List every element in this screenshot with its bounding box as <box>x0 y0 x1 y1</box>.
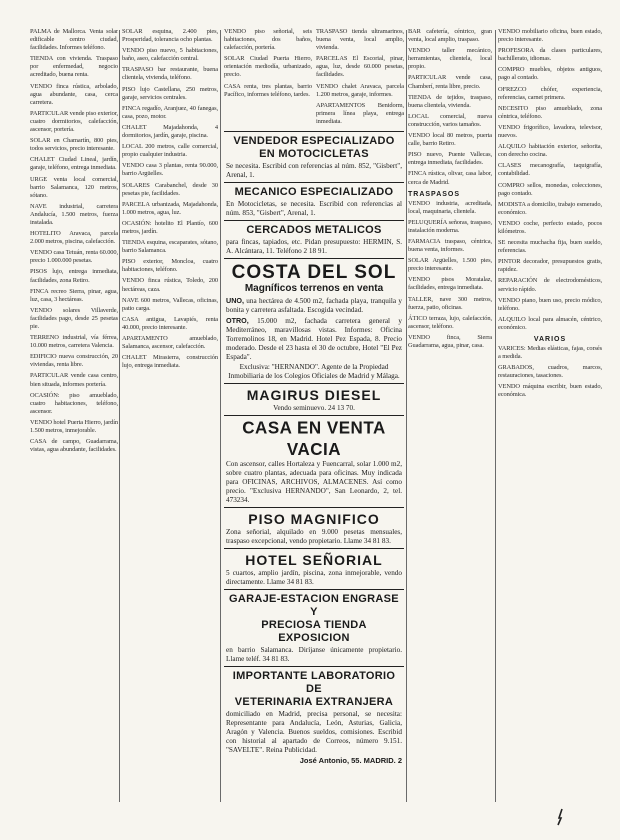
classified-item: ÁTICO terraza, lujo, calefacción, ascensor, teléfono. <box>408 314 492 330</box>
classified-item: APARTAMENTO amueblado, Salamanca, ascensor, calefacción. <box>122 335 218 351</box>
classified-item: VENDO chalet Aravaca, parcela 1.200 metros, garaje, informes. <box>316 82 404 98</box>
ad-footer: Exclusiva: "HERNANDO". Agente de la Propiedad Inmobiliaria de los Colegios Oficiales de Madrid y Málaga. <box>228 363 400 381</box>
classified-item: REPARACIÓN de electrodomésticos, servicio rápido. <box>498 277 602 293</box>
classified-item: PALMA de Mallorca. Venta solar edificable centro ciudad, facilidades. Informes teléfono. <box>30 28 118 52</box>
classified-item: PINTOR decorador, presupuestos gratis, rapidez. <box>498 258 602 274</box>
classified-item: FINCA recreo Sierra, pinar, agua, luz, casa, 3 hectáreas. <box>30 287 118 303</box>
classified-column-4 <box>408 28 492 806</box>
ad-garage-station <box>224 589 404 666</box>
section-heading: VARIOS <box>533 336 567 343</box>
classified-item: ALQUILO local para almacén, céntrico, económico. <box>498 315 602 331</box>
classified-item: APARTAMENTOS Benidorm, primera línea playa, entrega inmediata. <box>316 101 404 125</box>
classified-item: NAVE 600 metros, Vallecas, oficinas, patio carga. <box>122 296 218 312</box>
classified-item: CASA renta, tres plantas, barrio Pacífico, informes teléfono, tardes. <box>224 82 312 98</box>
classified-item: PARCELAS El Escorial, pinar, agua, luz, desde 60.000 pesetas, facilidades. <box>316 55 404 79</box>
ad-magnificent-flat <box>224 507 404 548</box>
ad-heading: PISO MAGNIFICO <box>248 511 380 528</box>
classified-item: VENDO coche, perfecto estado, pocos kilómetros. <box>498 219 602 235</box>
classified-item: PELUQUERÍA señoras, traspaso, instalación moderna. <box>408 218 492 234</box>
ad-body: en barrio Salamanca. Diríjanse únicamente propietario. Llame teléf. 34 81 83. <box>226 646 402 664</box>
classified-item: VENDO piso nuevo, 5 habitaciones, baño, aseo, calefacción central. <box>122 47 218 63</box>
classified-item: VARICES: Medias elásticas, fajas, corsés a medida. <box>498 345 602 361</box>
classified-item: FARMACIA traspaso, céntrica, buena venta, informes. <box>408 237 492 254</box>
classified-item: VENDO pisos Moratalaz, facilidades, entrega inmediata. <box>408 276 492 292</box>
classified-item: VENDO casa Tetuán, renta 60.000, precio 1.000.000 pesetas. <box>30 249 118 265</box>
classified-item: URGE venta local comercial, barrio Salamanca, 120 metros, sótano. <box>30 175 118 199</box>
classified-item: TERRENO industrial, vía férrea, 10.000 metros, carretera Valencia. <box>30 334 118 350</box>
ad-magirus-diesel <box>224 383 404 415</box>
column-rule <box>220 30 221 802</box>
ad-subheading: Magníficos terrenos en venta <box>244 283 384 295</box>
classified-item: TRASPASO bar restaurante, buena clientela, vivienda, teléfono. <box>122 66 218 82</box>
classified-item: EDIFICIO nueva construcción, 20 viviendas, renta libre. <box>30 353 118 369</box>
classified-item: VENDO piano, buen uso, precio módico, teléfono. <box>498 296 602 312</box>
classified-item: VENDO finca rústica, arbolado, agua abundante, casa, cerca carretera. <box>30 82 118 106</box>
classified-item: SOLAR esquina, 2.400 pies, Prosperidad, tolerancia ocho plantas. <box>122 28 218 44</box>
classified-item: PARTICULAR vende piso exterior, cuatro dormitorios, calefacción, ascensor, portería. <box>30 109 118 134</box>
classified-item: FINCA rústica, olivar, casa labor, cerca de Madrid. <box>408 170 492 186</box>
scan-mark-icon <box>556 808 566 826</box>
ad-body <box>226 296 402 315</box>
classified-item: VENDO mobiliario oficina, buen estado, precio interesante. <box>498 28 602 44</box>
ad-heading: CASA EN VENTA VACIA <box>242 418 386 459</box>
classified-item: CASA antigua, Lavapiés, renta 40.000, precio interesante. <box>122 315 218 331</box>
classified-item: PISOS lujo, entrega inmediata, facilidades, zona Retiro. <box>30 268 118 284</box>
classified-item: SOLAR Argüelles, 1.500 pies, precio interesante. <box>408 257 492 273</box>
ad-veterinary-lab <box>224 666 404 775</box>
classified-item: LOCAL 200 metros, calle comercial, propio cualquier industria. <box>122 143 218 159</box>
ad-heading: IMPORTANTE LABORATORIO DE <box>232 670 396 696</box>
classified-item: VENDO piso señorial, seis habitaciones, dos baños, calefacción, portería. <box>224 28 312 52</box>
classified-item: TIENDA de tejidos, traspaso, buena clientela, vivienda. <box>408 93 492 109</box>
classified-item: VENDO máquina escribir, buen estado, económica. <box>498 383 602 399</box>
classified-item: CLASES mecanografía, taquigrafía, contabilidad. <box>498 162 602 178</box>
classified-item: SOLAR Ciudad Puerta Hierro, orientación mediodía, urbanizado, precio. <box>224 55 312 79</box>
ad-body: para fincas, tapiados, etc. Pidan presupuesto: HERMIN, S. A. Alcántara, 11. Teléfono 2 18 91. <box>226 238 402 256</box>
ad-motorcycle-seller <box>224 131 404 182</box>
ad-house-for-sale <box>224 415 404 507</box>
classified-item: VENDO frigorífico, lavadora, televisor, nuevos. <box>498 123 602 140</box>
classified-item: CASA de campo, Guadarrama, vistas, agua abundante, facilidades. <box>30 438 118 454</box>
classified-item: CHALET Mirasierra, construcción lujo, entrega inmediata. <box>122 354 218 370</box>
ad-body: Vendo seminuevo. 24 13 70. <box>273 404 355 413</box>
column-rule <box>406 30 407 802</box>
classified-column-2 <box>122 28 218 806</box>
classified-item: OCASIÓN: piso amueblado, cuatro habitaciones, teléfono, ascensor. <box>30 391 118 415</box>
column-rule <box>119 30 120 802</box>
ad-text: 15.000 m2, fachada carretera general y Mediterráneo, maravillosas vistas. Informes: Oficina Torremolinos 18, en Madrid. Hotel Pez Espada, 8. Precio moderado. Desde el 23 hasta el 30 de octubre, Hotel "El Pez Espada". <box>226 317 403 362</box>
classified-item: SE necesita muchacha fija, buen sueldo, referencias. <box>498 239 602 255</box>
ad-heading: MAGIRUS DIESEL <box>246 387 382 404</box>
classified-item: TALLER, nave 300 metros, fuerza, patio, oficinas. <box>408 295 492 311</box>
classified-item: NAVE industrial, carretera Andalucía, 1.500 metros, fuerza instalada. <box>30 202 118 226</box>
classified-item: HOTELITO Aravaca, parcela 2.000 metros, piscina, calefacción. <box>30 230 118 246</box>
classified-item: VENDO finca rústica, Toledo, 200 hectáreas, caza. <box>122 277 218 293</box>
ad-mechanic <box>224 182 404 220</box>
classified-item: VENDO finca, Sierra Guadarrama, agua, pinar, casa. <box>408 333 492 349</box>
classified-item: COMPRO muebles, objetos antiguos, pago al contado. <box>498 66 602 82</box>
classified-item: SOLAR en Chamartín, 800 pies, todos servicios, precio interesante. <box>30 137 118 153</box>
ad-heading: HOTEL SEÑORIAL <box>245 552 383 569</box>
display-ads-column <box>224 28 404 806</box>
classified-item: GRABADOS, cuadros, marcos, restauraciones, tasaciones. <box>498 364 602 380</box>
classified-item: VENDO casa 3 plantas, renta 90.000, barrio Argüelles. <box>122 162 218 178</box>
ad-heading: VETERINARIA EXTRANJERA <box>234 696 394 709</box>
ad-heading: EN MOTOCICLETAS <box>259 148 369 161</box>
classified-item: PISO nuevo, Puente Vallecas, entrega inmediata, facilidades. <box>408 151 492 167</box>
classified-item: PARCELA urbanizada, Majadahonda, 1.000 metros, agua, luz. <box>122 200 218 216</box>
classified-item: VENDO local 80 metros, puerta calle, barrio Retiro. <box>408 132 492 148</box>
ad-heading: COSTA DEL SOL <box>231 262 397 284</box>
ad-metal-fences <box>224 220 404 258</box>
classified-item: PARTICULAR vende casa centro, bien situada, informes portería. <box>30 372 118 388</box>
classified-item: TRASPASO tienda ultramarinos, buena venta, local amplio, vivienda. <box>316 28 404 52</box>
classified-item: VENDO industria, acreditada, local, maquinaria, clientela. <box>408 199 492 215</box>
ad-lead: OTRO, <box>226 316 249 326</box>
ad-body: Se necesita. Escribid con referencias al núm. 852, "Gisbert", Arenal, 1. <box>226 162 402 180</box>
ad-heading: MECANICO ESPECIALIZADO <box>234 186 394 199</box>
ad-heading: CERCADOS METALICOS <box>246 224 382 237</box>
ad-body: En Motocicletas, se necesita. Escribid con referencias al núm. 853, "Gisbert", Arenal, 1. <box>226 200 402 218</box>
classified-item: MODISTA a domicilio, trabajo esmerado, económico. <box>498 200 602 216</box>
section-heading: TRASPASOS <box>408 190 461 198</box>
classified-item: TIENDA con vivienda. Traspaso por enfermedad, negocio acreditado, buena renta. <box>30 55 118 79</box>
classified-item: PROFESORA da clases particulares, bachillerato, idiomas. <box>498 47 602 63</box>
classified-item: OCASIÓN: hotelito El Plantío, 600 metros, jardín. <box>122 219 218 235</box>
ads-top-text <box>224 28 404 129</box>
ad-body: 5 cuartos, amplio jardín, piscina, zona inmejorable, vendo directamente. Llame 34 81 83. <box>226 569 402 587</box>
classified-item: PISO lujo Castellana, 250 metros, garaje, servicios centrales. <box>122 85 218 101</box>
ad-footer: José Antonio, 55. MADRID. 2 <box>299 756 402 766</box>
ad-body: domiciliado en Madrid, precisa personal, se necesita: Representante para Andalucía, León, Asturias, Galicia, Aragón y Valencia. Buenos sueldos, comisiones. Escribid con historial al apartado de Correos, número 9.151. "SAVELTE". Reina Publicidad. <box>226 710 402 755</box>
classified-item: CHALET Majadahonda, 4 dormitorios, jardín, garaje, piscina. <box>122 123 218 140</box>
ad-stately-hotel <box>224 548 404 589</box>
classified-item: VENDO hotel Puerta Hierro, jardín 1.500 metros, inmejorable. <box>30 418 118 435</box>
ad-body: Zona señorial, alquilado en 9.000 pesetas mensuales, traspaso excepcional, vendo propietario. Llame 34 81 83. <box>226 528 402 546</box>
classified-item: PISO exterior, Moncloa, cuatro habitaciones, teléfono. <box>122 258 218 274</box>
ad-heading: GARAJE-ESTACION ENGRASE Y <box>229 593 399 619</box>
classified-item: TIENDA esquina, escaparates, sótano, barrio Salamanca. <box>122 239 218 255</box>
ad-body <box>226 316 402 362</box>
classified-item: LOCAL comercial, nueva construcción, varios tamaños. <box>408 112 492 128</box>
ad-costa-del-sol <box>224 258 404 383</box>
classified-item: PARTICULAR vende casa, Chamberí, renta libre, precio. <box>408 74 492 90</box>
classified-item: FINCA regadío, Aranjuez, 40 fanegas, casa, pozo, motor. <box>122 104 218 120</box>
column-rule <box>495 30 496 802</box>
newspaper-page <box>8 28 612 828</box>
classified-item: ALQUILO habitación exterior, señorita, con derecho cocina. <box>498 143 602 159</box>
ad-heading: PRECIOSA TIENDA EXPOSICION <box>261 619 367 645</box>
classified-item: COMPRO sellos, monedas, colecciones, pago contado. <box>498 181 602 197</box>
classified-item: BAR cafetería, céntrico, gran venta, local amplio, traspaso. <box>408 28 492 44</box>
classified-item: NECESITO piso amueblado, zona céntrica, teléfono. <box>498 104 602 120</box>
ad-lead: UNO, <box>226 296 244 306</box>
classified-item: SOLARES Carabanchel, desde 30 pesetas pie, facilidades. <box>122 181 218 197</box>
ad-body: Con ascensor, calles Hortaleza y Fuencarral, solar 1.000 m2, sobre cuatro plantas, adecuada para oficinas. Muy indicada para OFICINAS, ARCHIVOS, ALMACENES. Así como precio. "Exclusiva HERNANDO", San Leonardo, 2, tel. 473234. <box>226 460 402 505</box>
classified-item: VENDO taller mecánico, herramientas, clientela, local propio. <box>408 47 492 71</box>
classified-column-5 <box>498 28 602 806</box>
classified-item: OFREZCO chófer, experiencia, referencias, carnet primera. <box>498 85 602 101</box>
classified-item: VENDO solares Villaverde, facilidades pago, desde 25 pesetas pie. <box>30 306 118 330</box>
classified-column-1 <box>30 28 118 806</box>
ad-heading: VENDEDOR ESPECIALIZADO <box>233 135 395 148</box>
classified-item: CHALET Ciudad Lineal, jardín, garaje, teléfono, entrega inmediata. <box>30 156 118 172</box>
ad-text: una hectárea de 4.500 m2, fachada playa, tranquila y bonita y carretera asfaltada. Escogida vecindad. <box>226 297 403 315</box>
